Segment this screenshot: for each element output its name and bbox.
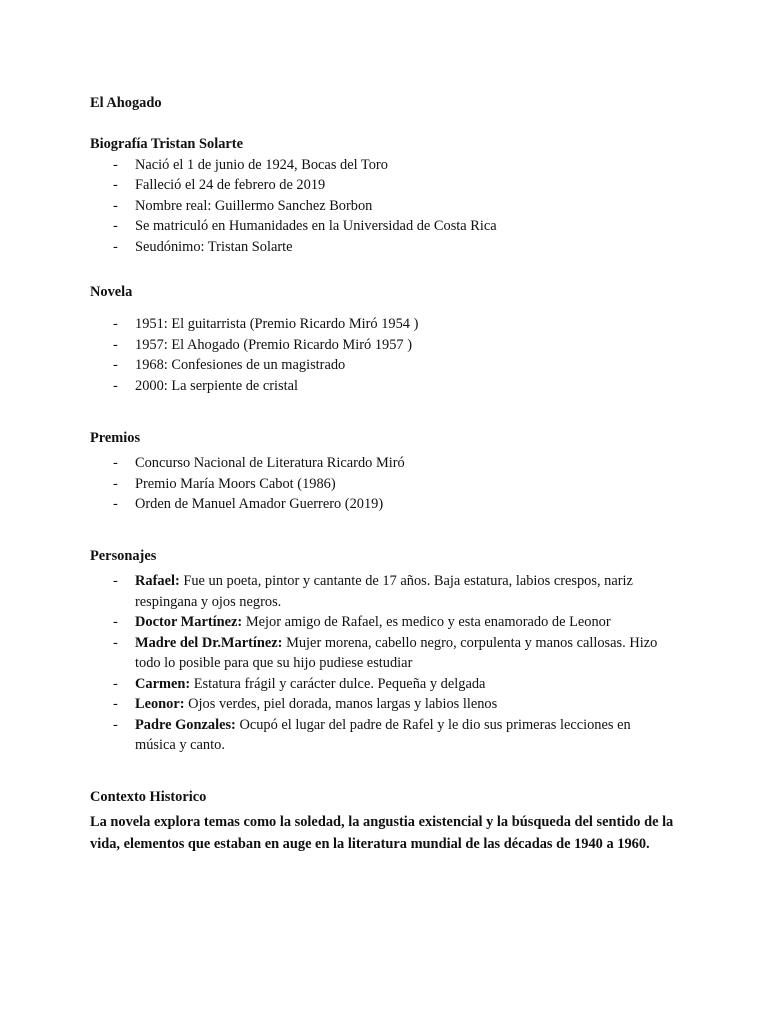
- list-item: - 1968: Confesiones de un magistrado: [90, 355, 690, 376]
- character-name: Padre Gonzales:: [135, 716, 236, 733]
- document-title: El Ahogado: [90, 95, 162, 111]
- contexto-body-block: [90, 812, 690, 855]
- character-name: Madre del Dr.Martínez:: [135, 634, 283, 651]
- character-description: Ocupó el lugar del padre de Rafel y le dio sus primeras lecciones en música y canto.: [135, 716, 631, 753]
- list-item: - Nombre real: Guillermo Sanchez Borbon: [90, 196, 690, 217]
- contexto-paragraph: La novela explora temas como la soledad, la angustia existencial y la búsqueda del sentido de la vida, elementos que estaban en auge en la literatura mundial de las décadas de 1940 a 1960.: [90, 814, 674, 852]
- list-item: - Nació el 1 de junio de 1924, Bocas del Toro: [90, 155, 690, 176]
- novela-section: [90, 282, 690, 303]
- novela-heading: Novela: [90, 284, 133, 300]
- list-item: - Falleció el 24 de febrero de 2019: [90, 175, 690, 196]
- list-item: [90, 674, 660, 695]
- list-item: [90, 571, 660, 612]
- premios-section: [90, 428, 690, 449]
- list-item: - Concurso Nacional de Literatura Ricardo Miró: [90, 453, 690, 474]
- biografia-heading: Biografía Tristan Solarte: [90, 136, 243, 152]
- list-item: - Se matriculó en Humanidades en la Universidad de Costa Rica: [90, 216, 690, 237]
- contexto-heading: Contexto Historico: [90, 789, 207, 805]
- list-item: - 1957: El Ahogado (Premio Ricardo Miró 1957 ): [90, 335, 690, 356]
- personajes-list-block: [90, 571, 660, 756]
- list-item: [90, 715, 660, 756]
- character-name: Carmen:: [135, 675, 191, 692]
- list-item: [90, 612, 660, 633]
- character-description: Fue un poeta, pintor y cantante de 17 años. Baja estatura, labios crespos, nariz respingana y ojos negros.: [135, 573, 633, 610]
- character-description: Estatura frágil y carácter dulce. Pequeña y delgada: [190, 675, 486, 692]
- biografia-list: [90, 155, 690, 258]
- character-name: Leonor:: [135, 696, 185, 712]
- list-item: - 2000: La serpiente de cristal: [90, 376, 690, 397]
- novela-list: [90, 314, 690, 396]
- personajes-section: [90, 546, 690, 567]
- list-item: - Orden de Manuel Amador Guerrero (2019): [90, 494, 690, 515]
- list-item: [90, 633, 660, 674]
- character-name: Rafael:: [135, 573, 180, 589]
- document-title-block: [90, 93, 690, 114]
- biografia-section: [90, 134, 690, 257]
- contexto-section: [90, 787, 690, 808]
- character-description: Ojos verdes, piel dorada, manos largas y labios llenos: [184, 696, 498, 712]
- list-item: - 1951: El guitarrista (Premio Ricardo Miró 1954 ): [90, 314, 690, 335]
- character-description: Mujer morena, cabello negro, corpulenta y manos callosas. Hizo todo lo posible para que su hijo pudiese estudiar: [135, 634, 658, 671]
- personajes-list: [90, 571, 660, 756]
- list-item: [90, 694, 660, 715]
- personajes-heading: Personajes: [90, 548, 157, 564]
- novela-list-block: [90, 314, 690, 396]
- list-item: - Premio María Moors Cabot (1986): [90, 474, 690, 495]
- list-item: - Seudónimo: Tristan Solarte: [90, 237, 690, 258]
- premios-heading: Premios: [90, 430, 141, 446]
- premios-list: [90, 453, 690, 515]
- premios-list-block: [90, 453, 690, 515]
- character-description: Mejor amigo de Rafael, es medico y esta enamorado de Leonor: [242, 614, 611, 630]
- character-name: Doctor Martínez:: [135, 614, 243, 630]
